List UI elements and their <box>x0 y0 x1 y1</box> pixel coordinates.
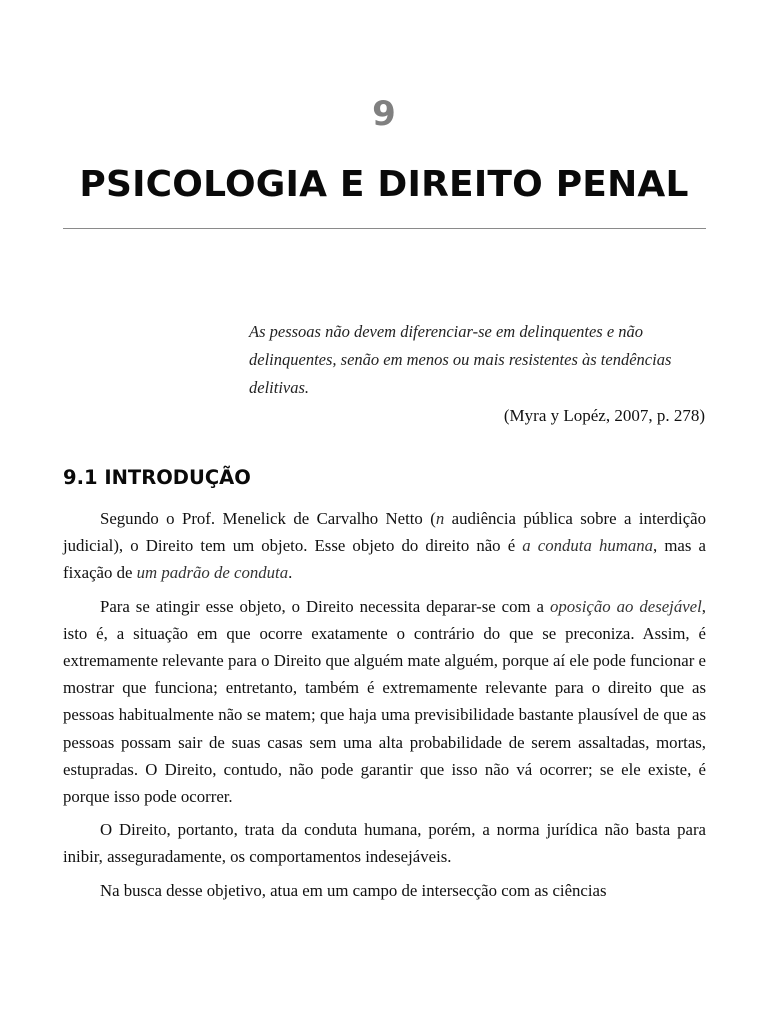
p1-italic-in: n <box>435 509 445 528</box>
section-heading: 9.1 INTRODUÇÃO <box>63 466 251 489</box>
chapter-number: 9 <box>372 94 396 134</box>
p2-text-c: , isto é, a situação em que ocorre exatamente o contrário do que se preconiza. Assim, é extremamente relevante para o Direito que alguém mate alguém, porque aí ele pode funcionar e mostrar que funciona; entretanto, também é extremamente relevante para o direito que as pessoas habitualmente não se matem; que haja uma previsibilidade bastante plausível de que as pessoas possam sair de suas casas sem uma alta probabilidade de serem assaltadas, mortas, estupradas. O Direito, contudo, não pode garantir que isso não vá ocorrer; se ele existe, é porque isso pode ocorrer. <box>63 596 706 807</box>
p1-text-g: . <box>288 563 293 583</box>
paragraph-2 <box>63 593 706 811</box>
chapter-title: PSICOLOGIA E DIREITO PENAL <box>79 164 689 205</box>
p1-italic-padrao-de-conduta: um padrão de conduta <box>136 563 289 583</box>
epigraph-citation: (Myra y Lopéz, 2007, p. 278) <box>503 406 705 425</box>
p1-text-e: , mas a fixação de <box>63 536 706 583</box>
title-divider <box>63 228 706 229</box>
p1-text-a: Segundo o Prof. Menelick de Carvalho Netto ( <box>100 509 436 528</box>
p1-italic-conduta-humana: a conduta humana <box>522 536 654 556</box>
p2-italic-oposicao: oposição ao desejável <box>550 596 702 616</box>
p2-text-a: Para se atingir esse objeto, o Direito necessita deparar-se com a <box>100 596 550 616</box>
paragraph-3: O Direito, portanto, trata da conduta humana, porém, a norma jurídica não basta para inibir, asseguradamente, os comportamentos indesejáveis. <box>63 820 706 867</box>
paragraph-4: Na busca desse objetivo, atua em um campo de intersecção com as ciências <box>100 880 607 900</box>
body-text <box>63 505 706 910</box>
paragraph-1 <box>63 505 706 587</box>
epigraph-quote: As pessoas não devem diferenciar-se em delinquentes e não delinquentes, senão em menos ou mais resistentes às tendências delitivas. <box>249 322 672 397</box>
p1-text-c: audiência pública sobre a interdição judicial), o Direito tem um objeto. Esse objeto do direito não é <box>63 509 706 556</box>
